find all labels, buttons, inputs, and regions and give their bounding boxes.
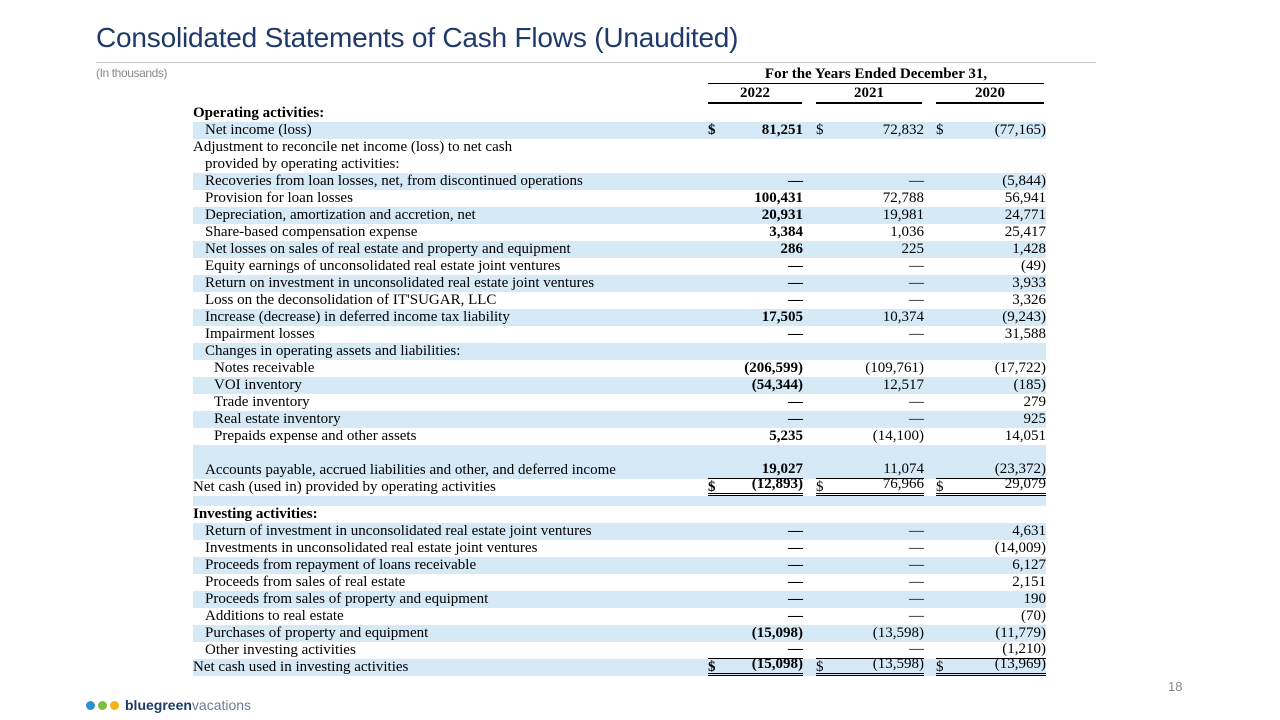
row-label: Return of investment in unconsolidated real estate joint ventures xyxy=(205,523,592,539)
row-label: Notes receivable xyxy=(214,360,315,376)
cell-value: — xyxy=(788,173,803,189)
cell-value: 3,326 xyxy=(1012,292,1046,308)
value-cell-2020 xyxy=(936,241,1046,258)
cell-value: — xyxy=(788,523,803,539)
value-cell-2021 xyxy=(816,476,924,496)
value-cell-2022 xyxy=(708,190,803,207)
table-row xyxy=(193,394,1046,411)
spacer-row xyxy=(193,496,1046,506)
value-cell-2022 xyxy=(708,122,803,139)
cell-value: 81,251 xyxy=(761,122,803,138)
table-row xyxy=(193,445,1046,479)
table-row xyxy=(193,574,1046,591)
cell-value: — xyxy=(909,394,924,410)
cell-value: — xyxy=(788,557,803,573)
value-cell-2022 xyxy=(708,377,803,394)
value-cell-2020 xyxy=(936,292,1046,309)
value-cell-2021 xyxy=(816,275,924,292)
value-cell-2020 xyxy=(936,608,1046,625)
currency-symbol: $ xyxy=(816,659,824,675)
period-header: For the Years Ended December 31, xyxy=(708,65,1044,84)
value-cell-2020 xyxy=(936,557,1046,574)
value-cell-2022 xyxy=(708,224,803,241)
units-note: (In thousands) xyxy=(96,66,168,80)
value-cell-2022 xyxy=(708,476,803,496)
logo-dot-green xyxy=(98,701,107,710)
table-row xyxy=(193,591,1046,608)
currency-symbol: $ xyxy=(708,659,716,675)
table-row xyxy=(193,540,1046,557)
table-row xyxy=(193,292,1046,309)
row-label: provided by operating activities: xyxy=(205,156,400,172)
value-cell-2022 xyxy=(708,309,803,326)
value-cell-2020 xyxy=(936,326,1046,343)
row-label: Investments in unconsolidated real estate joint ventures xyxy=(205,540,538,556)
value-cell-2022 xyxy=(708,625,803,642)
cell-value: — xyxy=(909,275,924,291)
table-row xyxy=(193,523,1046,540)
cell-value: — xyxy=(909,608,924,624)
row-label: Net cash used in investing activities xyxy=(193,659,409,675)
value-cell-2021 xyxy=(816,207,924,224)
table-row xyxy=(193,557,1046,574)
logo-dot-yellow xyxy=(110,701,119,710)
value-cell-2022 xyxy=(708,428,803,445)
table-row xyxy=(193,377,1046,394)
page-title: Consolidated Statements of Cash Flows (Unaudited) xyxy=(96,22,739,53)
value-cell-2020 xyxy=(936,394,1046,411)
row-label: Investing activities: xyxy=(193,506,318,522)
currency-symbol: $ xyxy=(936,479,944,495)
value-cell-2020 xyxy=(936,275,1046,292)
cell-value: 2,151 xyxy=(1012,574,1046,590)
cell-value: 1,036 xyxy=(890,224,924,240)
value-cell-2022 xyxy=(708,608,803,625)
value-cell-2022 xyxy=(708,394,803,411)
value-cell-2022 xyxy=(708,574,803,591)
cell-value: — xyxy=(788,292,803,308)
row-label: Loss on the deconsolidation of IT'SUGAR, LLC xyxy=(205,292,497,308)
cell-value: 29,079 xyxy=(1004,476,1046,492)
value-cell-2021 xyxy=(816,557,924,574)
cell-value: (12,893) xyxy=(751,476,803,492)
cell-value: — xyxy=(788,326,803,342)
cell-value: (185) xyxy=(1013,377,1046,393)
cell-value: (23,372) xyxy=(994,461,1046,477)
row-label: Equity earnings of unconsolidated real estate joint ventures xyxy=(205,258,561,274)
cell-value: — xyxy=(788,275,803,291)
cell-value: — xyxy=(909,591,924,607)
value-cell-2021 xyxy=(816,224,924,241)
page-number: 18 xyxy=(1168,679,1183,694)
cell-value: — xyxy=(788,641,803,657)
cell-value: 12,517 xyxy=(882,377,924,393)
cell-value: 24,771 xyxy=(1004,207,1046,223)
row-label: Trade inventory xyxy=(214,394,310,410)
cell-value: (70) xyxy=(1021,608,1046,624)
cell-value: — xyxy=(909,292,924,308)
value-cell-2022 xyxy=(708,326,803,343)
row-label: Increase (decrease) in deferred income tax liability xyxy=(205,309,510,325)
value-cell-2020 xyxy=(936,476,1046,496)
value-cell-2021 xyxy=(816,258,924,275)
value-cell-2021 xyxy=(816,411,924,428)
row-label: Changes in operating assets and liabilities: xyxy=(205,343,461,359)
cell-value: — xyxy=(909,326,924,342)
cell-value: (11,779) xyxy=(995,625,1046,641)
table-row xyxy=(193,411,1046,428)
cell-value: (13,969) xyxy=(994,656,1046,672)
row-label: Operating activities: xyxy=(193,105,325,121)
cell-value: — xyxy=(788,540,803,556)
cell-value: 76,966 xyxy=(882,476,924,492)
cell-value: 72,832 xyxy=(882,122,924,138)
value-cell-2022 xyxy=(708,275,803,292)
table-row xyxy=(193,476,1046,496)
currency-symbol: $ xyxy=(708,479,716,495)
cell-value: (13,598) xyxy=(872,656,924,672)
row-label: Prepaids expense and other assets xyxy=(214,428,417,444)
value-cell-2020 xyxy=(936,411,1046,428)
section-heading xyxy=(193,105,1046,122)
value-cell-2022 xyxy=(708,258,803,275)
cell-value: (1,210) xyxy=(1002,641,1046,657)
section-heading xyxy=(193,506,1046,523)
value-cell-2021 xyxy=(816,540,924,557)
row-label: Return on investment in unconsolidated real estate joint ventures xyxy=(205,275,595,291)
cell-value: 19,027 xyxy=(761,461,803,477)
value-cell-2022 xyxy=(708,591,803,608)
value-cell-2021 xyxy=(816,309,924,326)
cell-value: 19,981 xyxy=(882,207,924,223)
cell-value: — xyxy=(788,574,803,590)
currency-symbol: $ xyxy=(816,479,824,495)
table-row xyxy=(193,343,1046,360)
table-row xyxy=(193,608,1046,625)
cell-value: (14,100) xyxy=(872,428,924,444)
cell-value: 14,051 xyxy=(1004,428,1046,444)
cell-value: — xyxy=(788,591,803,607)
cell-value: 4,631 xyxy=(1012,523,1046,539)
value-cell-2020 xyxy=(936,224,1046,241)
value-cell-2020 xyxy=(936,309,1046,326)
table-row xyxy=(193,625,1046,642)
cell-value: 3,933 xyxy=(1012,275,1046,291)
value-cell-2022 xyxy=(708,523,803,540)
value-cell-2020 xyxy=(936,173,1046,190)
cell-value: — xyxy=(909,523,924,539)
cell-value: (206,599) xyxy=(744,360,803,376)
cell-value: (13,598) xyxy=(872,625,924,641)
cell-value: 1,428 xyxy=(1012,241,1046,257)
row-label: Depreciation, amortization and accretion, net xyxy=(205,207,476,223)
value-cell-2020 xyxy=(936,523,1046,540)
value-cell-2020 xyxy=(936,207,1046,224)
value-cell-2020 xyxy=(936,360,1046,377)
cell-value: — xyxy=(909,557,924,573)
company-logo xyxy=(86,697,251,713)
year-header-2022: 2022 xyxy=(708,85,802,104)
cell-value: — xyxy=(788,258,803,274)
cell-value: 17,505 xyxy=(761,309,803,325)
cell-value: (5,844) xyxy=(1002,173,1046,189)
logo-dot-blue xyxy=(86,701,95,710)
cell-value: (77,165) xyxy=(994,122,1046,138)
row-label: Accounts payable, accrued liabilities and other, and deferred income xyxy=(205,462,616,478)
row-label: Proceeds from sales of real estate xyxy=(205,574,406,590)
value-cell-2020 xyxy=(936,428,1046,445)
value-cell-2020 xyxy=(936,625,1046,642)
value-cell-2021 xyxy=(816,523,924,540)
table-row xyxy=(193,173,1046,190)
year-header-2021: 2021 xyxy=(816,85,922,104)
logo-brand-bold: bluegreen xyxy=(125,697,192,713)
value-cell-2022 xyxy=(708,292,803,309)
value-cell-2021 xyxy=(816,377,924,394)
value-cell-2020 xyxy=(936,656,1046,676)
row-label: Net losses on sales of real estate and property and equipment xyxy=(205,241,571,257)
value-cell-2022 xyxy=(708,173,803,190)
value-cell-2021 xyxy=(816,122,924,139)
value-cell-2022 xyxy=(708,360,803,377)
cell-value: 6,127 xyxy=(1012,557,1046,573)
table-row xyxy=(193,122,1046,139)
cell-value: (49) xyxy=(1021,258,1046,274)
table-row xyxy=(193,258,1046,275)
row-label: Impairment losses xyxy=(205,326,315,342)
value-cell-2021 xyxy=(816,360,924,377)
logo-text xyxy=(125,697,251,713)
cell-value: 72,788 xyxy=(882,190,924,206)
table-row xyxy=(193,326,1046,343)
table-row xyxy=(193,190,1046,207)
cell-value: 286 xyxy=(780,241,803,257)
row-label: Proceeds from repayment of loans receivable xyxy=(205,557,477,573)
table-row xyxy=(193,241,1046,258)
title-divider xyxy=(96,62,1096,63)
value-cell-2020 xyxy=(936,540,1046,557)
cell-value: 225 xyxy=(901,241,924,257)
value-cell-2020 xyxy=(936,258,1046,275)
table-row xyxy=(193,275,1046,292)
logo-brand-light: vacations xyxy=(191,697,252,713)
cell-value: 100,431 xyxy=(754,190,803,206)
cell-value: 5,235 xyxy=(769,428,803,444)
table-row xyxy=(193,656,1046,676)
table-row xyxy=(193,156,1046,173)
cell-value: — xyxy=(909,641,924,657)
row-label: Adjustment to reconcile net income (loss) to net cash xyxy=(193,139,513,155)
cell-value: 3,384 xyxy=(769,224,803,240)
row-label: Provision for loan losses xyxy=(205,190,353,206)
year-header-2020: 2020 xyxy=(936,85,1044,104)
value-cell-2020 xyxy=(936,190,1046,207)
value-cell-2022 xyxy=(708,207,803,224)
cell-value: 11,074 xyxy=(883,461,924,477)
cell-value: 10,374 xyxy=(882,309,924,325)
row-label: Additions to real estate xyxy=(205,608,344,624)
value-cell-2021 xyxy=(816,428,924,445)
value-cell-2020 xyxy=(936,591,1046,608)
cell-value: 56,941 xyxy=(1004,190,1046,206)
cell-value: 25,417 xyxy=(1004,224,1046,240)
value-cell-2021 xyxy=(816,394,924,411)
value-cell-2022 xyxy=(708,656,803,676)
value-cell-2022 xyxy=(708,557,803,574)
value-cell-2020 xyxy=(936,377,1046,394)
row-label: Share-based compensation expense xyxy=(205,224,418,240)
table-row xyxy=(193,309,1046,326)
currency-symbol: $ xyxy=(936,659,944,675)
cell-value: — xyxy=(788,394,803,410)
row-label: Purchases of property and equipment xyxy=(205,625,429,641)
cell-value: — xyxy=(788,411,803,427)
cell-value: (54,344) xyxy=(751,377,803,393)
cell-value: 190 xyxy=(1023,591,1046,607)
cell-value: (17,722) xyxy=(994,360,1046,376)
cell-value: — xyxy=(909,258,924,274)
cash-flow-table xyxy=(193,105,1046,676)
cell-value: 925 xyxy=(1023,411,1046,427)
cell-value: 279 xyxy=(1023,394,1046,410)
currency-symbol: $ xyxy=(816,122,824,138)
value-cell-2021 xyxy=(816,190,924,207)
value-cell-2020 xyxy=(936,122,1046,139)
row-label: Real estate inventory xyxy=(214,411,341,427)
row-label: Proceeds from sales of property and equipment xyxy=(205,591,489,607)
table-row xyxy=(193,360,1046,377)
value-cell-2021 xyxy=(816,591,924,608)
cell-value: — xyxy=(909,411,924,427)
row-label: Net income (loss) xyxy=(205,122,312,138)
table-row xyxy=(193,207,1046,224)
cell-value: (15,098) xyxy=(751,656,803,672)
table-row xyxy=(193,428,1046,445)
cell-value: 20,931 xyxy=(761,207,803,223)
value-cell-2021 xyxy=(816,326,924,343)
cell-value: (109,761) xyxy=(865,360,924,376)
cell-value: (15,098) xyxy=(751,625,803,641)
cell-value: 31,588 xyxy=(1004,326,1046,342)
value-cell-2021 xyxy=(816,173,924,190)
cell-value: — xyxy=(909,173,924,189)
table-row xyxy=(193,224,1046,241)
value-cell-2020 xyxy=(936,574,1046,591)
row-label: Net cash (used in) provided by operating activities xyxy=(193,479,496,495)
value-cell-2021 xyxy=(816,574,924,591)
cell-value: (9,243) xyxy=(1002,309,1046,325)
value-cell-2021 xyxy=(816,241,924,258)
currency-symbol: $ xyxy=(936,122,944,138)
value-cell-2021 xyxy=(816,292,924,309)
cell-value: — xyxy=(788,608,803,624)
currency-symbol: $ xyxy=(708,122,716,138)
cell-value: (14,009) xyxy=(994,540,1046,556)
value-cell-2021 xyxy=(816,608,924,625)
row-label: Recoveries from loan losses, net, from discontinued operations xyxy=(205,173,583,189)
cell-value: — xyxy=(909,574,924,590)
cell-value: — xyxy=(909,540,924,556)
row-label: Other investing activities xyxy=(205,642,356,658)
value-cell-2021 xyxy=(816,625,924,642)
row-label: VOI inventory xyxy=(214,377,302,393)
table-row xyxy=(193,139,1046,156)
value-cell-2022 xyxy=(708,241,803,258)
value-cell-2022 xyxy=(708,411,803,428)
value-cell-2022 xyxy=(708,540,803,557)
value-cell-2021 xyxy=(816,656,924,676)
